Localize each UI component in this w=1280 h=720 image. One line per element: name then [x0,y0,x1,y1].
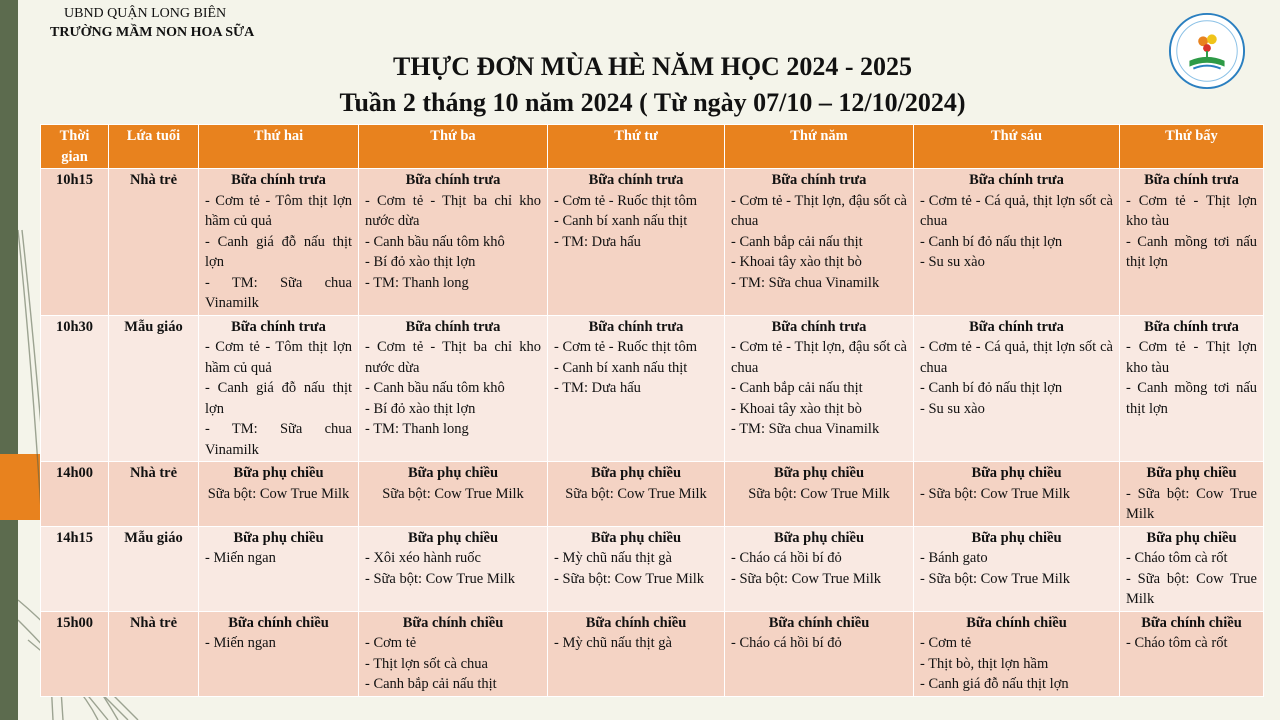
meal-title: Bữa phụ chiều [1146,529,1237,546]
menu-item: - Sữa bột: Cow True Milk [1126,485,1257,522]
menu-item: - Cơm tẻ - Thịt ba chỉ kho nước dừa [365,339,541,376]
meal-title: Bữa chính chiều [228,614,329,631]
menu-cell [359,611,548,696]
menu-item: - Mỳ chũ nấu thịt gà [554,635,672,651]
time-cell: 10h15 [41,169,109,316]
menu-item: - Bí đỏ xào thịt lợn [365,254,476,270]
menu-cell [199,462,359,527]
column-header: Thứ tư [548,125,725,169]
menu-item: - Cơm tẻ [920,635,972,651]
menu-item: - Canh bắp cải nấu thịt [731,380,863,396]
menu-item: - TM: Sữa chua Vinamilk [731,274,880,291]
meal-title: Bữa chính chiều [402,614,504,631]
school-name: TRƯỜNG MẦM NON HOA SỮA [50,25,255,40]
menu-cell [548,315,725,462]
menu-cell [914,611,1120,696]
meal-title: Bữa chính chiều [966,614,1067,631]
menu-cell [914,526,1120,611]
menu-item: - Canh bí đỏ nấu thịt lợn [920,233,1063,250]
column-header: Lứa tuổi [109,125,199,169]
menu-item: - Sữa bột: Cow True Milk [920,570,1071,587]
school-logo-icon [1168,12,1246,90]
page-title: THỰC ĐƠN MÙA HÈ NĂM HỌC 2024 - 2025 [392,52,912,81]
menu-item: - Canh bí đỏ nấu thịt lợn [920,380,1063,396]
menu-cell [548,462,725,527]
menu-cell [914,315,1120,462]
menu-cell [199,315,359,462]
menu-cell [725,462,914,527]
time-cell: 15h00 [41,611,109,696]
menu-item: - TM: Sữa chua Vinamilk [731,421,880,437]
menu-item: - Su su xào [920,254,985,270]
menu-item: - Cơm tẻ - Tôm thịt lợn hầm củ quả [205,339,352,376]
column-header: Thứ hai [199,125,359,169]
meal-title: Bữa chính chiều [768,614,870,631]
meal-title: Bữa chính trưa [588,172,684,188]
age-cell: Mẫu giáo [109,526,199,611]
menu-cell [359,169,548,316]
menu-item: - Canh bí xanh nấu thịt [554,213,688,229]
menu-item: - Miến ngan [205,635,276,651]
menu-cell [548,169,725,316]
time-cell: 10h30 [41,315,109,462]
menu-item: - Cơm tẻ - Ruốc thịt tôm [554,192,697,209]
menu-item: - Xôi xéo hành ruốc [365,550,481,566]
menu-cell [548,611,725,696]
table-row [41,462,1264,527]
menu-item: - Bí đỏ xào thịt lợn [365,400,476,417]
table-row [41,611,1264,696]
menu-item: - Thịt bò, thịt lợn hầm [920,655,1049,672]
menu-item: Sữa bột: Cow True Milk [382,485,524,502]
column-header: Thứ bẩy [1120,125,1264,169]
menu-cell [914,462,1120,527]
meal-title: Bữa chính trưa [771,318,867,335]
age-cell: Nhà trẻ [109,462,199,527]
menu-cell [725,315,914,462]
menu-item: - Sữa bột: Cow True Milk [365,570,516,587]
time-cell: 14h15 [41,526,109,611]
menu-item: - Cơm tẻ [365,635,417,651]
menu-cell [1120,169,1264,316]
menu-item: - Canh mồng tơi nấu thịt lợn [1126,380,1257,417]
menu-item: - Cháo tôm cà rốt [1126,635,1228,651]
meal-title: Bữa chính chiều [585,614,687,631]
menu-cell [1120,315,1264,462]
meal-title: Bữa phụ chiều [773,465,865,481]
menu-item: - TM: Thanh long [365,274,469,291]
meal-title: Bữa phụ chiều [1146,465,1237,481]
meal-title: Bữa chính trưa [231,172,326,188]
menu-cell [359,462,548,527]
menu-item: Sữa bột: Cow True Milk [207,485,350,502]
menu-item: - TM: Dưa hấu [554,380,641,396]
menu-item: Sữa bột: Cow True Milk [565,485,707,502]
meal-title: Bữa phụ chiều [407,529,499,546]
meal-title: Bữa chính trưa [588,318,684,335]
meal-title: Bữa chính trưa [969,172,1064,188]
menu-item: - TM: Sữa chua Vinamilk [205,421,352,458]
menu-item: - Cơm tẻ - Tôm thịt lợn hầm củ quả [205,192,352,229]
column-header: Thứ ba [359,125,548,169]
table-header-row [41,125,1264,169]
menu-item: - Sữa bột: Cow True Milk [1126,570,1257,607]
menu-item: - Canh giá đỗ nấu thịt lợn [205,380,352,417]
menu-item: - Cơm tẻ - Thịt ba chỉ kho nước dừa [365,192,541,229]
menu-item: - Canh giá đỗ nấu thịt lợn [205,233,352,270]
menu-table [40,124,1264,697]
meal-title: Bữa phụ chiều [590,529,682,546]
district-name: UBND QUẬN LONG BIÊN [64,6,227,21]
table-row [41,169,1264,316]
menu-item: - TM: Sữa chua Vinamilk [205,274,352,311]
column-header: Thứ sáu [914,125,1120,169]
menu-cell [725,169,914,316]
menu-item: - Cơm tẻ - Thịt lợn kho tàu [1126,339,1257,376]
meal-title: Bữa phụ chiều [233,465,324,481]
menu-item: - Khoai tây xào thịt bò [731,400,862,417]
table-row [41,315,1264,462]
meal-title: Bữa phụ chiều [233,529,324,546]
menu-item: - TM: Thanh long [365,421,469,437]
menu-item: Sữa bột: Cow True Milk [748,485,890,502]
menu-item: - Cơm tẻ - Thịt lợn kho tàu [1126,192,1257,229]
menu-item: - Cháo cá hồi bí đỏ [731,635,842,651]
meal-title: Bữa chính trưa [405,318,501,335]
meal-title: Bữa chính trưa [969,318,1064,335]
menu-item: - Khoai tây xào thịt bò [731,254,862,270]
meal-title: Bữa phụ chiều [971,529,1062,546]
menu-item: - Sữa bột: Cow True Milk [731,570,882,587]
menu-item: - Bánh gato [920,550,988,566]
menu-item: - Cháo tôm cà rốt [1126,550,1228,566]
menu-item: - Canh bầu nấu tôm khô [365,233,505,250]
menu-item: - Sữa bột: Cow True Milk [554,570,705,587]
meal-title: Bữa chính trưa [231,318,326,335]
page-subtitle: Tuần 2 tháng 10 năm 2024 ( Từ ngày 07/10 – 12/10/2024) [339,88,966,117]
menu-item: - Cháo cá hồi bí đỏ [731,550,842,566]
menu-item: - Su su xào [920,400,985,417]
meal-title: Bữa phụ chiều [590,465,682,481]
menu-cell [1120,611,1264,696]
meal-title: Bữa phụ chiều [971,465,1062,481]
meal-title: Bữa chính trưa [1144,172,1239,188]
menu-item: - Cơm tẻ - Thịt lợn, đậu sốt cà chua [731,192,907,229]
age-cell: Nhà trẻ [109,169,199,316]
menu-cell [359,315,548,462]
menu-cell [725,526,914,611]
menu-cell [359,526,548,611]
meal-title: Bữa phụ chiều [407,465,499,481]
menu-item: - Thịt lợn sốt cà chua [365,655,488,672]
meal-title: Bữa chính trưa [771,172,867,188]
menu-item: - Cơm tẻ - Cá quả, thịt lợn sốt cà chua [920,339,1113,376]
age-cell: Mẫu giáo [109,315,199,462]
left-orange-accent [0,454,40,520]
menu-item: - Sữa bột: Cow True Milk [920,485,1071,502]
column-header: Thứ năm [725,125,914,169]
menu-item: - Canh bầu nấu tôm khô [365,380,505,396]
menu-cell [1120,462,1264,527]
time-cell: 14h00 [41,462,109,527]
menu-cell [548,526,725,611]
menu-cell [199,611,359,696]
menu-item: - Miến ngan [205,550,276,566]
meal-title: Bữa phụ chiều [773,529,865,546]
meal-title: Bữa chính chiều [1141,614,1242,631]
menu-cell [725,611,914,696]
menu-item: - Cơm tẻ - Ruốc thịt tôm [554,339,697,355]
menu-cell [199,526,359,611]
meal-title: Bữa chính trưa [1144,318,1239,335]
meal-title: Bữa chính trưa [405,172,501,188]
menu-item: - Canh giá đỗ nấu thịt lợn [920,676,1069,692]
menu-item: - Canh bí xanh nấu thịt [554,359,688,376]
menu-item: - Mỳ chũ nấu thịt gà [554,550,672,566]
column-header: Thời gian [41,125,109,169]
menu-cell [1120,526,1264,611]
menu-cell [199,169,359,316]
table-row [41,526,1264,611]
age-cell: Nhà trẻ [109,611,199,696]
menu-item: - Canh mồng tơi nấu thịt lợn [1126,233,1257,270]
menu-item: - Cơm tẻ - Thịt lợn, đậu sốt cà chua [731,339,907,376]
menu-item: - Canh bắp cải nấu thịt [731,233,863,250]
menu-item: - Cơm tẻ - Cá quả, thịt lợn sốt cà chua [920,192,1113,229]
menu-cell [914,169,1120,316]
menu-item: - Canh bắp cải nấu thịt [365,676,497,692]
menu-item: - TM: Dưa hấu [554,233,641,250]
